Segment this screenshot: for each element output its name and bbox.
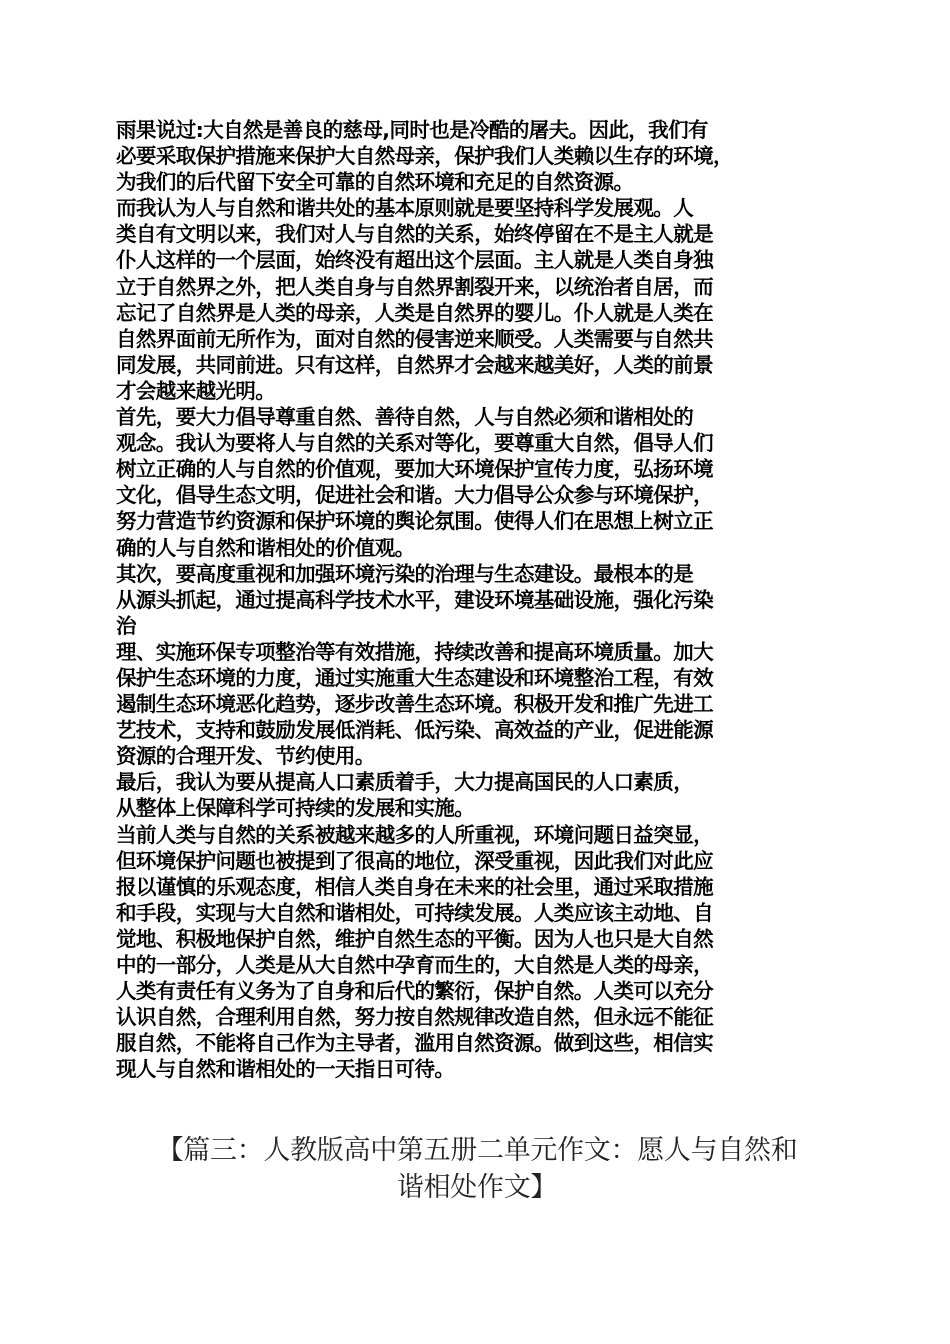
text-line: 当前人类与自然的关系被越来越多的人所重视，环境问题日益突显， bbox=[116, 822, 713, 847]
text-line: 确的人与自然和谐相处的价值观。 bbox=[116, 535, 415, 560]
text-line: 中的一部分，人类是从大自然中孕育而生的，大自然是人类的母亲， bbox=[116, 953, 713, 977]
text-line: 最后，我认为要从提高人口素质着手，大力提高国民的人口素质， bbox=[116, 770, 694, 795]
text-line: 同发展，共同前进。只有这样，自然界才会越来越美好，人类的前景 bbox=[116, 352, 713, 377]
text-line: 为我们的后代留下安全可靠的自然环境和充足的自然资源。 bbox=[116, 170, 634, 195]
text-line: 努力营造节约资源和保护环境的舆论氛围。使得人们在思想上树立正 bbox=[116, 509, 713, 534]
text-line: 觉地、积极地保护自然，维护自然生态的平衡。因为人也只是大自然 bbox=[116, 926, 713, 951]
text-line: 忘记了自然界是人类的母亲，人类是自然界的婴儿。仆人就是人类在 bbox=[116, 300, 713, 325]
text-line: 资源的合理开发、节约使用。 bbox=[116, 744, 375, 769]
text-line: 自然界面前无所作为，面对自然的侵害逆来顺受。人类需要与自然共 bbox=[116, 326, 713, 351]
text-line: 但环境保护问题也被提到了很高的地位，深受重视，因此我们对此应 bbox=[116, 848, 713, 873]
text-line: 文化，倡导生态文明，促进社会和谐。大力倡导公众参与环境保护， bbox=[116, 483, 713, 508]
text-line: 树立正确的人与自然的价值观，要加大环境保护宣传力度，弘扬环境 bbox=[116, 457, 713, 482]
text-line: 首先，要大力倡导尊重自然、善待自然，人与自然必须和谐相处的 bbox=[116, 405, 694, 430]
text-line: 理、实施环保专项整治等有效措施，持续改善和提高环境质量。加大 bbox=[116, 639, 713, 664]
text-line: 雨果说过:大自然是善良的慈母,同时也是冷酷的屠夫。因此，我们有 bbox=[116, 118, 708, 142]
text-line: 必要采取保护措施来保护大自然母亲，保护我们人类赖以生存的环境， bbox=[116, 144, 733, 169]
text-line: 人类有责任有义务为了自身和后代的繁衍，保护自然。人类可以充分 bbox=[116, 979, 713, 1004]
section-heading bbox=[116, 1132, 838, 1206]
text-line: 从整体上保障科学可持续的发展和实施。 bbox=[116, 796, 475, 821]
text-line: 治 bbox=[116, 613, 136, 638]
body-text bbox=[116, 117, 838, 1082]
text-line: 其次，要高度重视和加强环境污染的治理与生态建设。最根本的是 bbox=[116, 561, 694, 586]
text-line: 服自然，不能将自己作为主导者，滥用自然资源。做到这些，相信实 bbox=[116, 1031, 713, 1056]
text-line: 和手段，实现与大自然和谐相处，可持续发展。人类应该主动地、自 bbox=[116, 900, 713, 925]
text-line: 仆人这样的一个层面，始终没有超出这个层面。主人就是人类自身独 bbox=[116, 248, 713, 273]
text-line: 而我认为人与自然和谐共处的基本原则就是要坚持科学发展观。人 bbox=[116, 196, 694, 221]
section-heading-line: 【篇三：人教版高中第五册二单元作文：愿人与自然和 bbox=[156, 1135, 798, 1166]
text-line: 类自有文明以来，我们对人与自然的关系，始终停留在不是主人就是 bbox=[116, 222, 713, 247]
text-line: 保护生态环境的力度，通过实施重大生态建设和环境整治工程，有效 bbox=[116, 665, 713, 690]
text-line: 从源头抓起，通过提高科学技术水平，建设环境基础设施，强化污染 bbox=[116, 587, 713, 612]
text-line: 认识自然，合理利用自然，努力按自然规律改造自然，但永远不能征 bbox=[116, 1005, 713, 1030]
text-line: 遏制生态环境恶化趋势，逐步改善生态环境。积极开发和推广先进工 bbox=[116, 692, 713, 717]
text-line: 观念。我认为要将人与自然的关系对等化，要尊重大自然，倡导人们 bbox=[116, 431, 713, 456]
text-line: 现人与自然和谐相处的一天指日可待。 bbox=[116, 1057, 455, 1082]
text-line: 报以谨慎的乐观态度，相信人类自身在未来的社会里，通过采取措施 bbox=[116, 874, 713, 899]
section-heading-line: 谐相处作文】 bbox=[396, 1172, 558, 1203]
text-line: 立于自然界之外，把人类自身与自然界割裂开来，以统治者自居，而 bbox=[116, 274, 713, 299]
text-line: 才会越来越光明。 bbox=[116, 378, 276, 403]
text-line: 艺技术，支持和鼓励发展低消耗、低污染、高效益的产业，促进能源 bbox=[116, 718, 713, 743]
